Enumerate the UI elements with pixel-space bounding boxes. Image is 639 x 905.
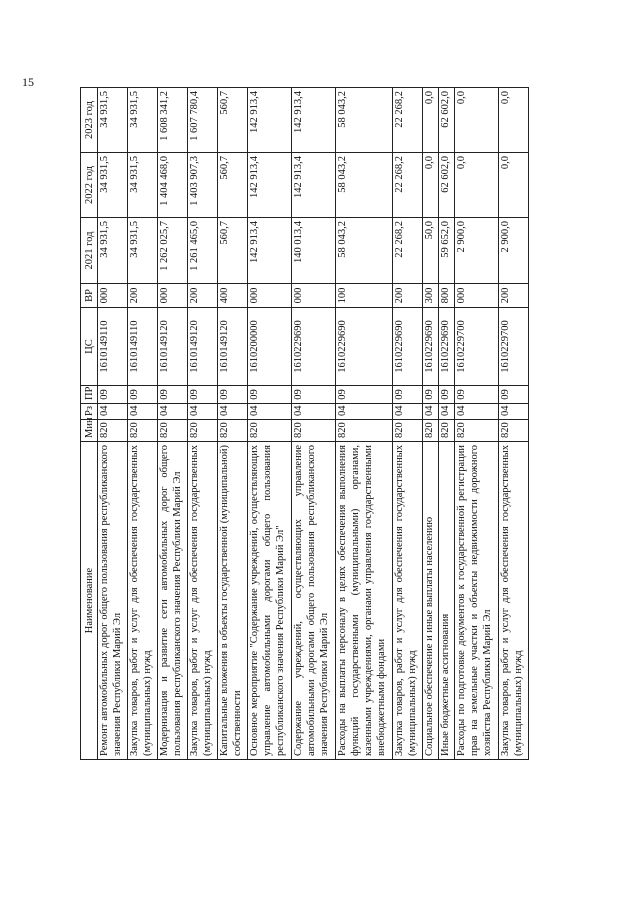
row-name: Капитальные вложения в объекты государственной (муниципальной) собственности <box>218 442 248 760</box>
row-cs: 1610229690 <box>393 308 423 386</box>
row-pr: 09 <box>98 386 128 404</box>
row-pr: 09 <box>128 386 158 404</box>
row-rz: 04 <box>423 404 439 420</box>
row-name: Социальное обеспечение и иные выплаты населению <box>423 442 439 760</box>
row-cs: 1610229690 <box>439 308 455 386</box>
row-2021: 560,7 <box>218 218 248 284</box>
row-rz: 04 <box>158 404 188 420</box>
row-pr: 09 <box>188 386 218 404</box>
row-vr: 300 <box>423 284 439 308</box>
row-min: 820 <box>439 420 455 442</box>
row-2022: 0,0 <box>423 153 439 218</box>
row-cs: 1610229700 <box>455 308 499 386</box>
table-row <box>292 88 336 760</box>
table-row <box>455 88 499 760</box>
table-row <box>128 88 158 760</box>
row-pr: 09 <box>218 386 248 404</box>
row-min: 820 <box>292 420 336 442</box>
row-2022: 34 931,5 <box>98 153 128 218</box>
row-vr: 000 <box>455 284 499 308</box>
page-number: 15 <box>22 75 34 89</box>
table-header-row <box>81 88 98 760</box>
row-rz: 04 <box>218 404 248 420</box>
row-min: 820 <box>393 420 423 442</box>
row-2023: 0,0 <box>455 88 499 153</box>
row-min: 820 <box>455 420 499 442</box>
row-pr: 09 <box>423 386 439 404</box>
row-vr: 400 <box>218 284 248 308</box>
row-2021: 59 652,0 <box>439 218 455 284</box>
row-cs: 1610200000 <box>248 308 292 386</box>
row-2023: 560,7 <box>218 88 248 153</box>
row-name: Модернизация и развитие сети автомобильных дорог общего пользования республиканского значения Республики Марий Эл <box>158 442 188 760</box>
row-cs: 1610149120 <box>188 308 218 386</box>
row-vr: 200 <box>188 284 218 308</box>
header-2023: 2023 год <box>81 88 98 153</box>
row-2022: 142 913,4 <box>292 153 336 218</box>
budget-table <box>80 87 529 760</box>
row-min: 820 <box>499 420 529 442</box>
row-vr: 000 <box>248 284 292 308</box>
row-2022: 58 043,2 <box>336 153 393 218</box>
row-pr: 09 <box>336 386 393 404</box>
row-name: Иные бюджетные ассигнования <box>439 442 455 760</box>
row-2022: 0,0 <box>499 153 529 218</box>
row-pr: 09 <box>439 386 455 404</box>
row-rz: 04 <box>439 404 455 420</box>
row-vr: 100 <box>336 284 393 308</box>
row-min: 820 <box>128 420 158 442</box>
header-vr: ВР <box>81 284 98 308</box>
table-row <box>499 88 529 760</box>
row-rz: 04 <box>98 404 128 420</box>
row-2021: 58 043,2 <box>336 218 393 284</box>
row-name: Закупка товаров, работ и услуг для обеспечения государственных (муниципальных) нужд <box>128 442 158 760</box>
row-2023: 58 043,2 <box>336 88 393 153</box>
row-rz: 04 <box>128 404 158 420</box>
row-cs: 1610149120 <box>218 308 248 386</box>
row-min: 820 <box>218 420 248 442</box>
row-vr: 200 <box>128 284 158 308</box>
row-2021: 34 931,5 <box>98 218 128 284</box>
row-min: 820 <box>98 420 128 442</box>
row-cs: 1610229700 <box>499 308 529 386</box>
row-pr: 09 <box>158 386 188 404</box>
header-rz: Рз <box>81 404 98 420</box>
header-2021: 2021 год <box>81 218 98 284</box>
table-row <box>98 88 128 760</box>
row-name: Расходы по подготовке документов к государственной регистрации прав на земельные участки и объекты недвижимости дорожного хозяйства Республики Марий Эл <box>455 442 499 760</box>
row-2023: 34 931,5 <box>128 88 158 153</box>
row-rz: 04 <box>248 404 292 420</box>
row-2021: 1 261 465,0 <box>188 218 218 284</box>
row-vr: 000 <box>158 284 188 308</box>
row-rz: 04 <box>499 404 529 420</box>
row-cs: 1610149110 <box>98 308 128 386</box>
row-pr: 09 <box>393 386 423 404</box>
row-2023: 62 602,0 <box>439 88 455 153</box>
row-name: Закупка товаров, работ и услуг для обеспечения государственных (муниципальных) нужд <box>188 442 218 760</box>
row-name: Содержание учреждений, осуществляющих управление автомобильными дорогами общего пользования республиканского значения Республики Марий Эл <box>292 442 336 760</box>
table-row <box>158 88 188 760</box>
header-min: Мин <box>81 420 98 442</box>
row-2022: 142 913,4 <box>248 153 292 218</box>
row-rz: 04 <box>455 404 499 420</box>
header-pr: ПР <box>81 386 98 404</box>
row-vr: 200 <box>499 284 529 308</box>
row-cs: 1610229690 <box>292 308 336 386</box>
row-pr: 09 <box>455 386 499 404</box>
row-cs: 1610229690 <box>336 308 393 386</box>
row-pr: 09 <box>248 386 292 404</box>
row-2021: 2 900,0 <box>455 218 499 284</box>
row-2023: 34 931,5 <box>98 88 128 153</box>
row-2021: 142 913,4 <box>248 218 292 284</box>
row-2022: 1 404 468,0 <box>158 153 188 218</box>
row-rz: 04 <box>292 404 336 420</box>
row-name: Закупка товаров, работ и услуг для обеспечения государственных (муниципальных) нужд <box>499 442 529 760</box>
row-2022: 22 268,2 <box>393 153 423 218</box>
header-cs: ЦС <box>81 308 98 386</box>
row-pr: 09 <box>499 386 529 404</box>
row-2023: 0,0 <box>499 88 529 153</box>
row-min: 820 <box>423 420 439 442</box>
row-vr: 800 <box>439 284 455 308</box>
row-min: 820 <box>336 420 393 442</box>
row-2022: 560,7 <box>218 153 248 218</box>
row-2022: 62 602,0 <box>439 153 455 218</box>
row-2021: 22 268,2 <box>393 218 423 284</box>
row-2022: 0,0 <box>455 153 499 218</box>
table-row <box>248 88 292 760</box>
header-name: Наименование <box>81 442 98 760</box>
row-name: Расходы на выплаты персоналу в целях обеспечения выполнения функций государственными (муниципальными) органами, казенными учреждениями, органами управления государственными внебюджетными фондами <box>336 442 393 760</box>
row-rz: 04 <box>188 404 218 420</box>
table-row <box>423 88 439 760</box>
row-2021: 140 013,4 <box>292 218 336 284</box>
table-row <box>439 88 455 760</box>
table-row <box>218 88 248 760</box>
row-rz: 04 <box>336 404 393 420</box>
row-name: Основное мероприятие "Содержание учреждений, осуществляющих управление автомобильными дорогами общего пользования республиканского значения Республики Марий Эл" <box>248 442 292 760</box>
table-row <box>393 88 423 760</box>
row-2023: 142 913,4 <box>292 88 336 153</box>
row-2023: 1 607 780,4 <box>188 88 218 153</box>
row-cs: 1610149110 <box>128 308 158 386</box>
row-2022: 1 403 907,3 <box>188 153 218 218</box>
table-row <box>188 88 218 760</box>
row-2021: 2 900,0 <box>499 218 529 284</box>
row-vr: 200 <box>393 284 423 308</box>
row-min: 820 <box>188 420 218 442</box>
header-2022: 2022 год <box>81 153 98 218</box>
row-vr: 000 <box>292 284 336 308</box>
row-name: Ремонт автомобильных дорог общего пользования республиканского значения Республики Марий Эл <box>98 442 128 760</box>
row-cs: 1610149120 <box>158 308 188 386</box>
row-pr: 09 <box>292 386 336 404</box>
row-vr: 000 <box>98 284 128 308</box>
row-cs: 1610229690 <box>423 308 439 386</box>
row-2021: 50,0 <box>423 218 439 284</box>
row-2021: 1 262 025,7 <box>158 218 188 284</box>
row-2023: 22 268,2 <box>393 88 423 153</box>
row-min: 820 <box>158 420 188 442</box>
row-2023: 142 913,4 <box>248 88 292 153</box>
row-name: Закупка товаров, работ и услуг для обеспечения государственных (муниципальных) нужд <box>393 442 423 760</box>
row-rz: 04 <box>393 404 423 420</box>
row-2021: 34 931,5 <box>128 218 158 284</box>
row-min: 820 <box>248 420 292 442</box>
budget-table-rotated <box>80 88 607 760</box>
row-2023: 0,0 <box>423 88 439 153</box>
row-2023: 1 608 341,2 <box>158 88 188 153</box>
row-2022: 34 931,5 <box>128 153 158 218</box>
table-row <box>336 88 393 760</box>
